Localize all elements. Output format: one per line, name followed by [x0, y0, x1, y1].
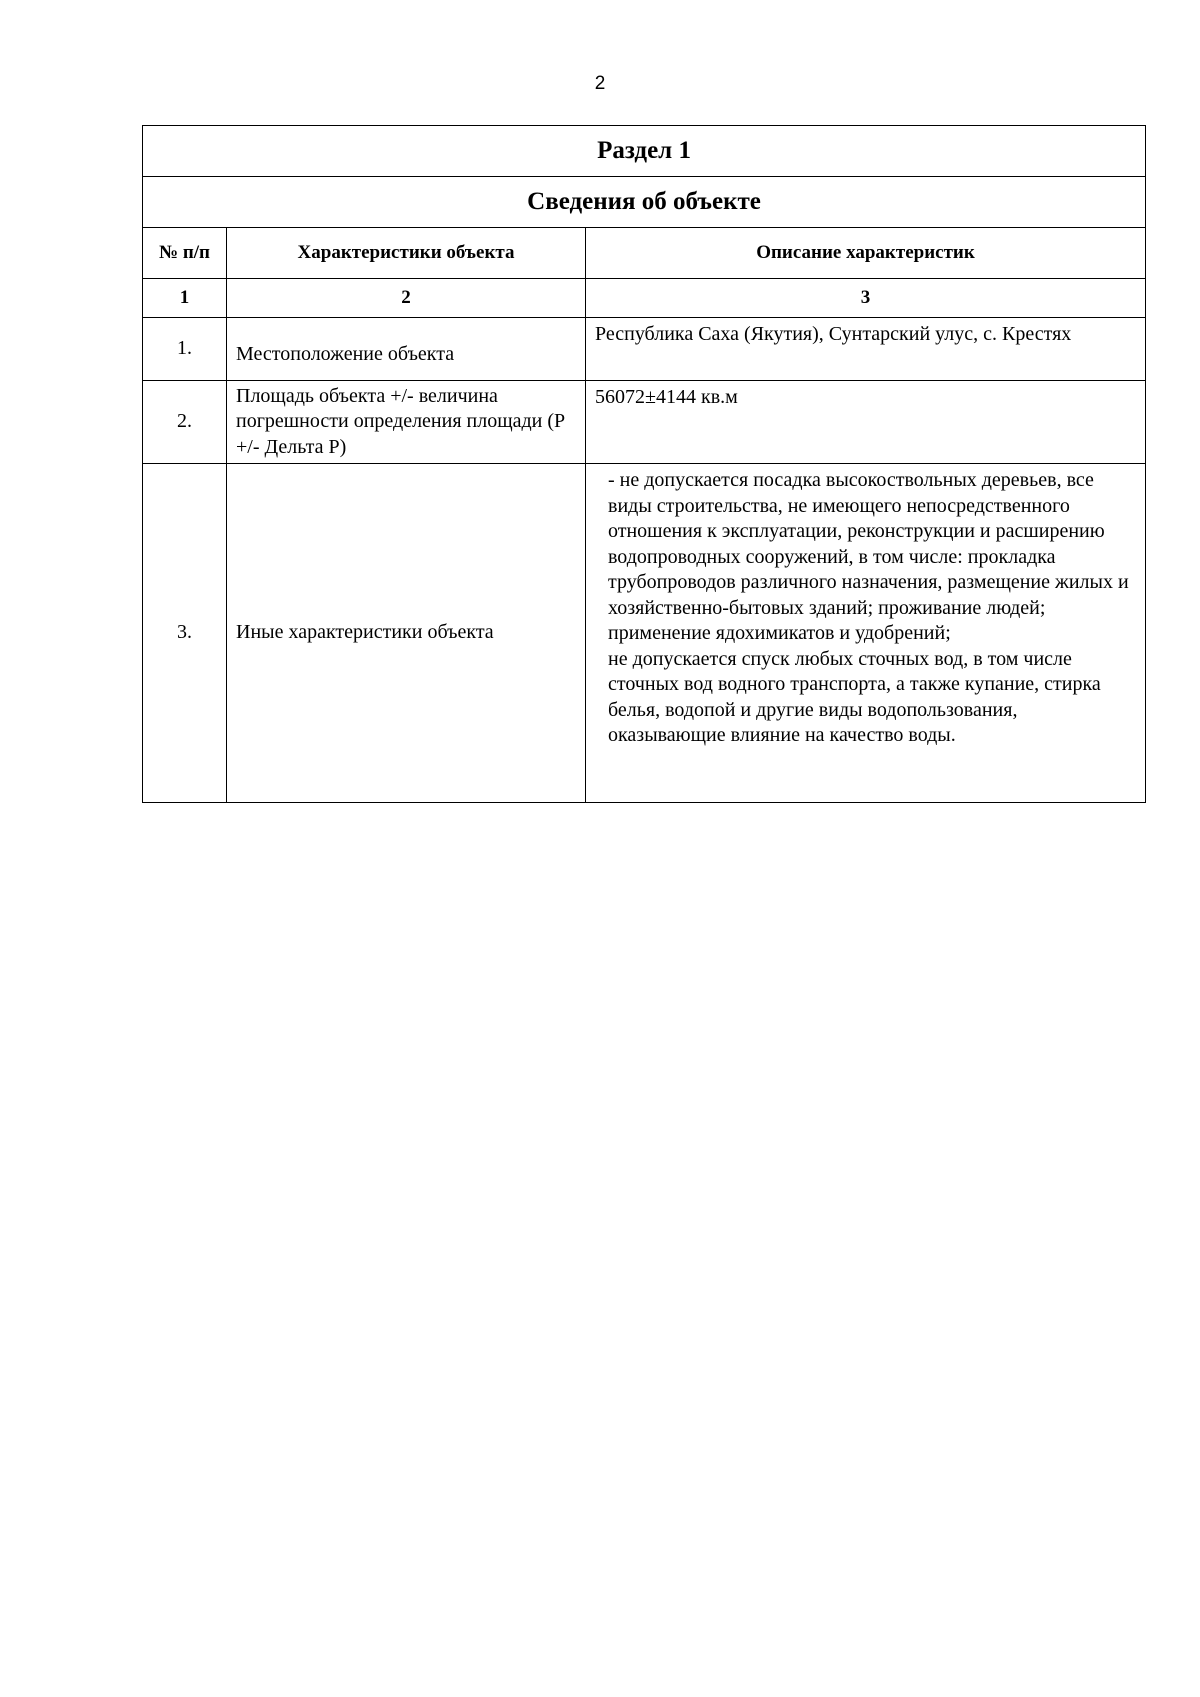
table-header-row [143, 228, 1146, 279]
page-number: 2 [594, 73, 606, 94]
row-description [586, 381, 1146, 464]
object-info-table [142, 125, 1146, 803]
description-paragraph: не допускается спуск любых сточных вод, в том числе сточных вод водного транспорта, а также купание, стирка белья, водопой и другие виды водопользования, оказывающие влияние на качество воды. [608, 647, 1101, 746]
column-number-1: 1 [143, 279, 227, 318]
row-characteristic: Площадь объекта +/- величина погрешности определения площади (P +/- Дельта P) [227, 381, 586, 464]
row-description [586, 464, 1146, 803]
header-characteristic: Характеристики объекта [227, 228, 586, 279]
row-characteristic: Местоположение объекта [227, 318, 586, 381]
description-paragraph: - не допускается посадка высокоствольных деревьев, все виды строительства, не имеющего непосредственного отношения к эксплуатации, реконструкции и расширению водопроводных сооружений, в том числе: прокладка трубопроводов различного назначения, размещение жилых и хозяйственно-бытовых зданий; проживание людей; применение ядохимикатов и удобрений; [608, 469, 1129, 644]
row-number: 2. [143, 381, 227, 464]
column-numbers-row [143, 279, 1146, 318]
description-paragraph: 56072±4144 кв.м [595, 386, 738, 408]
section-subtitle-row [143, 177, 1146, 228]
column-number-2: 2 [227, 279, 586, 318]
header-description: Описание характеристик [586, 228, 1146, 279]
section-title-row [143, 126, 1146, 177]
row-number: 3. [143, 464, 227, 803]
column-number-3: 3 [586, 279, 1146, 318]
table-row [143, 318, 1146, 381]
row-number: 1. [143, 318, 227, 381]
section-subtitle: Сведения об объекте [143, 177, 1146, 228]
section-title: Раздел 1 [143, 126, 1146, 177]
row-characteristic: Иные характеристики объекта [227, 464, 586, 803]
header-number: № п/п [143, 228, 227, 279]
table-row [143, 381, 1146, 464]
row-description [586, 318, 1146, 381]
description-paragraph: Республика Саха (Якутия), Сунтарский улус, с. Крестях [595, 323, 1072, 345]
table-row [143, 464, 1146, 803]
